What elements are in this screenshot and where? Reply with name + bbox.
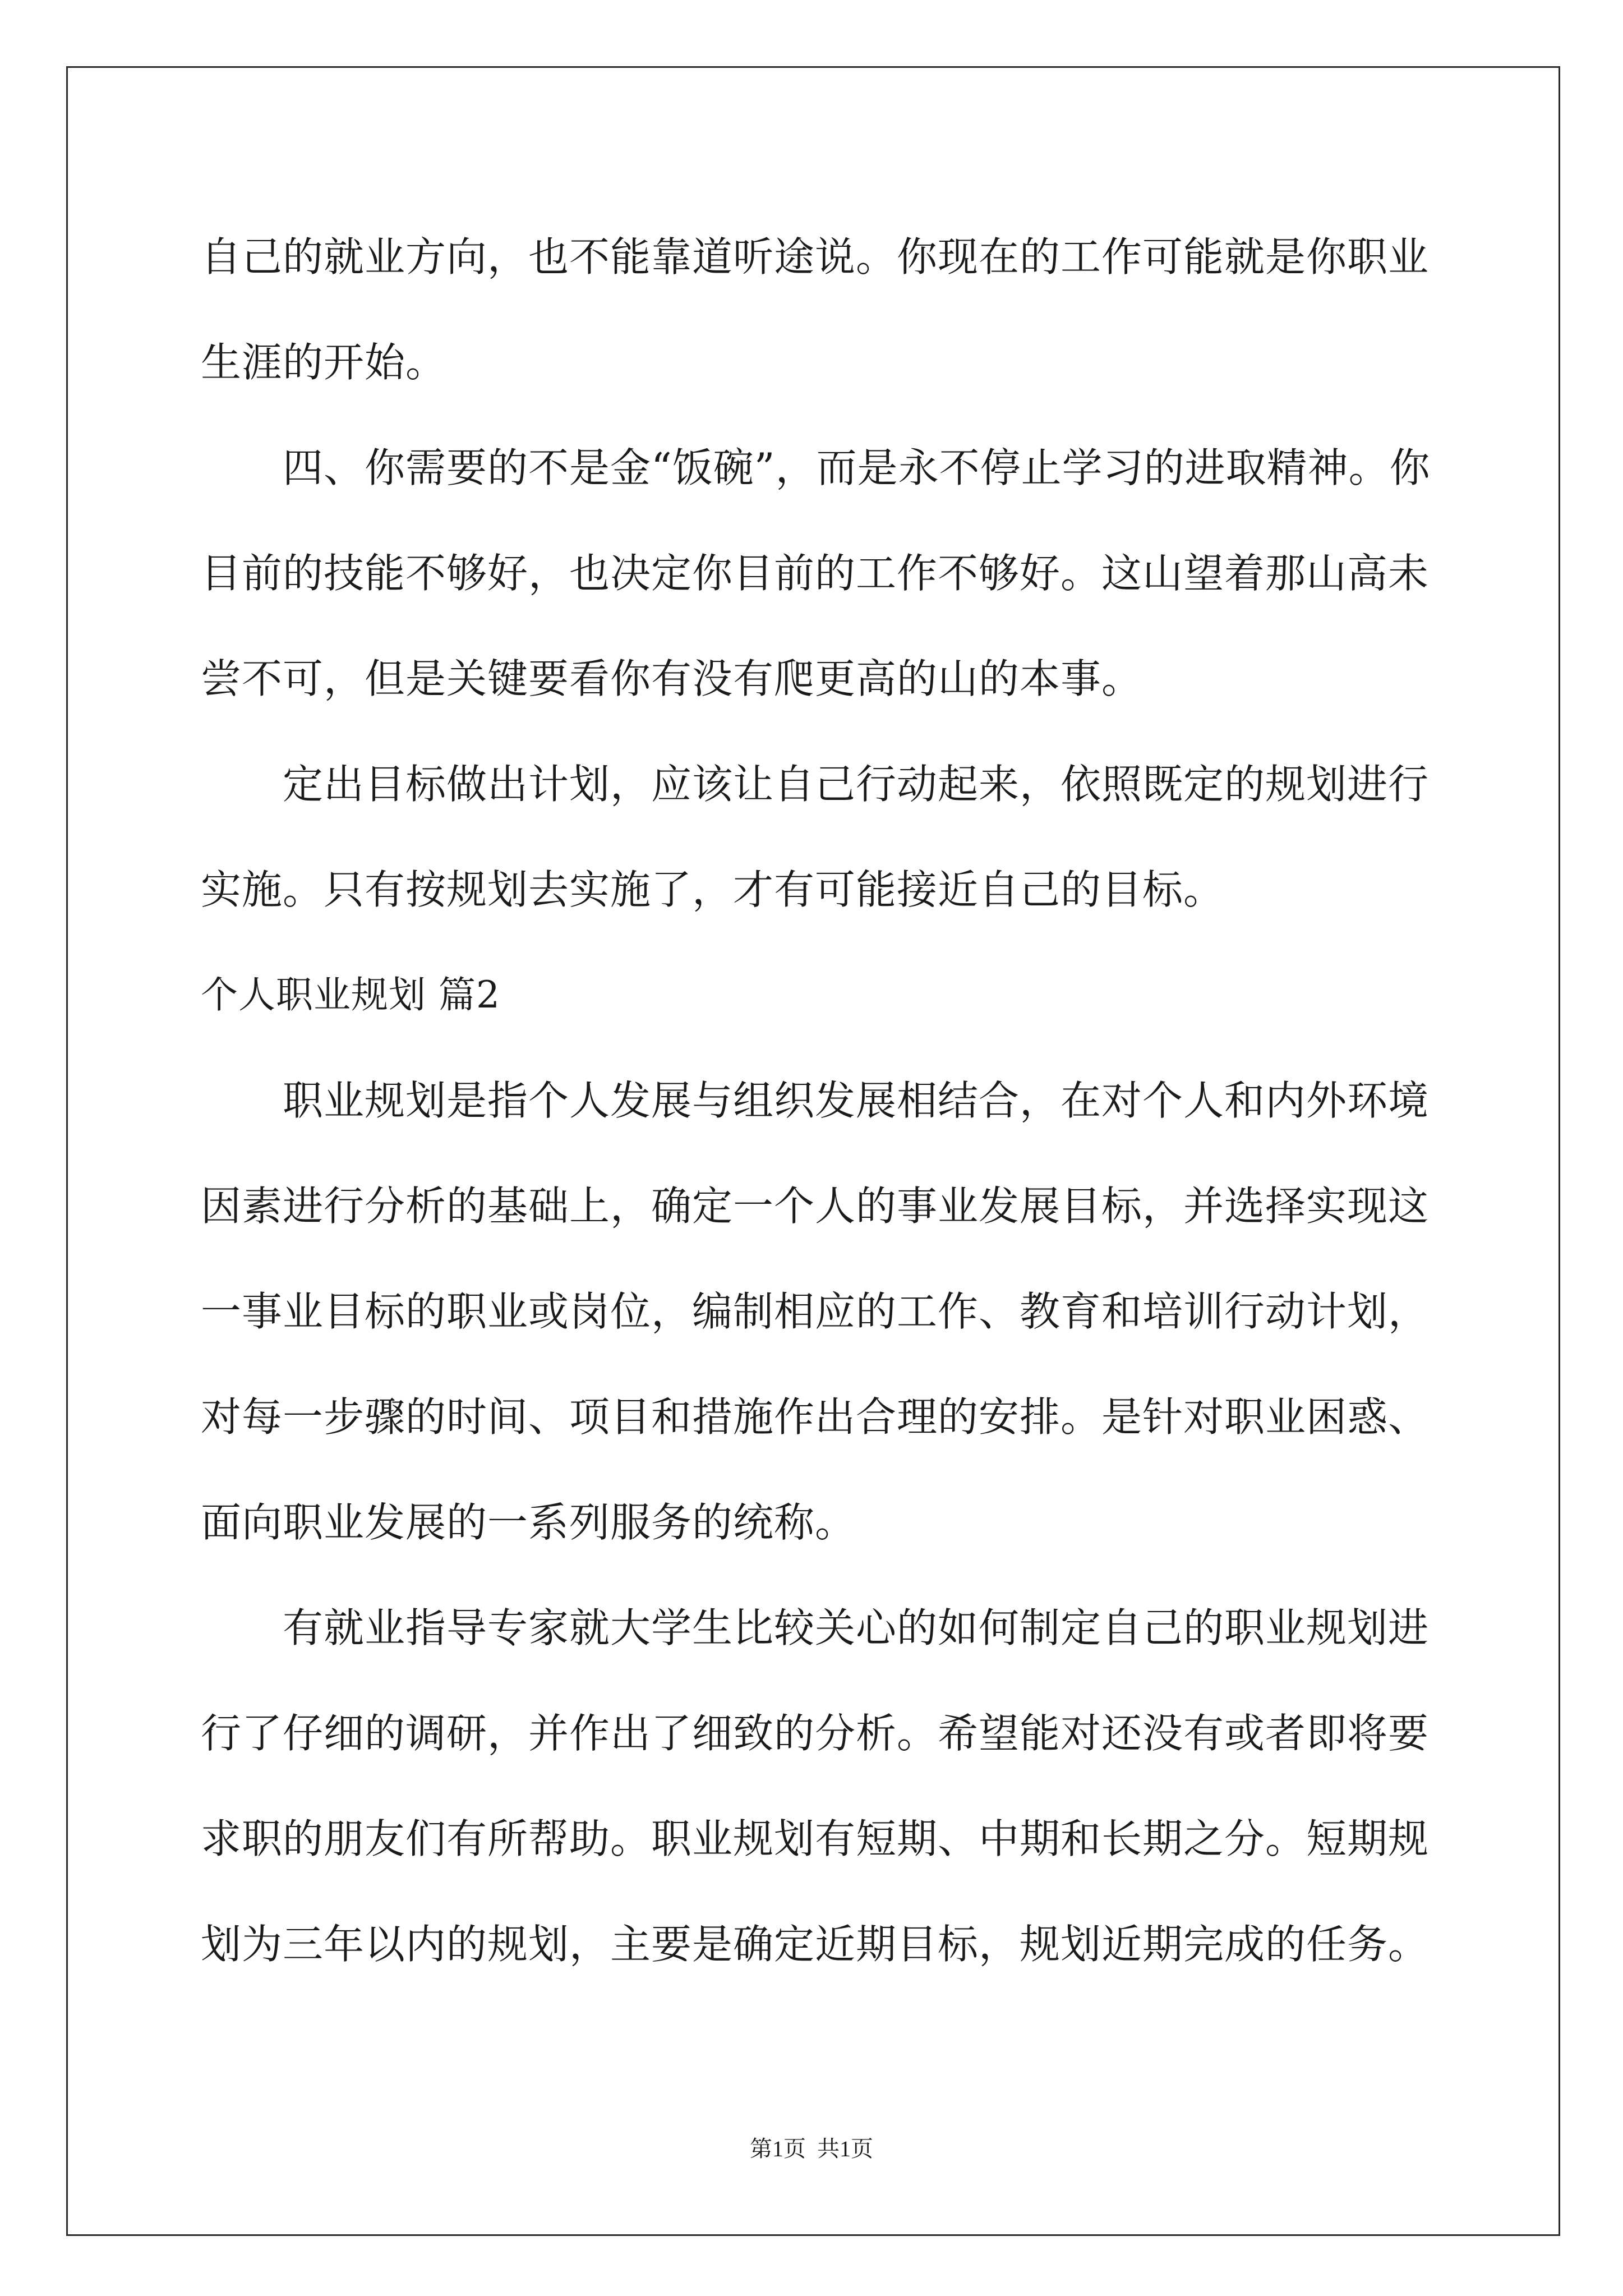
text-line: 实施。只有按规划去实施了，才有可能接近自己的目标。 (201, 866, 1225, 913)
section-continued (201, 204, 1440, 942)
text-line: 四、你需要的不是金“饭碗”，而是永不停止学习的进取精神。你 (283, 444, 1431, 491)
text-line: 求职的朋友们有所帮助。职业规划有短期、中期和长期之分。短期规 (201, 1815, 1430, 1862)
paragraph (201, 204, 1440, 415)
text-line: 因素进行分析的基础上，确定一个人的事业发展目标，并选择实现这 (201, 1182, 1430, 1230)
paragraph (201, 1575, 1440, 1997)
section-career-plan-2 (201, 942, 1440, 1997)
paragraph (201, 1048, 1440, 1575)
text-line: 目前的技能不够好，也决定你目前的工作不够好。这山望着那山高未 (201, 550, 1430, 597)
text-line: 对每一步骤的时间、项目和措施作出合理的安排。是针对职业困惑、 (201, 1393, 1430, 1441)
text-line: 面向职业发展的一系列服务的统称。 (201, 1499, 856, 1546)
text-line: 生涯的开始。 (201, 339, 447, 386)
document-body (201, 204, 1440, 1997)
paragraph (201, 415, 1440, 731)
text-line: 一事业目标的职业或岗位，编制相应的工作、教育和培训行动计划， (201, 1288, 1430, 1335)
text-line: 尝不可，但是关键要看你有没有爬更高的山的本事。 (201, 655, 1143, 702)
paragraph (201, 731, 1440, 942)
page-footer: 第1页 共1页 (750, 2136, 873, 2161)
text-line: 职业规划是指个人发展与组织发展相结合，在对个人和内外环境 (283, 1077, 1430, 1124)
text-line: 定出目标做出计划，应该让自己行动起来，依照既定的规划进行 (283, 761, 1430, 808)
text-line: 自己的就业方向，也不能靠道听途说。你现在的工作可能就是你职业 (201, 233, 1430, 280)
text-line: 划为三年以内的规划，主要是确定近期目标，规划近期完成的任务。 (201, 1921, 1430, 1968)
text-line: 有就业指导专家就大学生比较关心的如何制定自己的职业规划进 (283, 1604, 1430, 1651)
section-heading: 个人职业规划 篇2 (201, 973, 500, 1016)
text-line: 行了仔细的调研，并作出了细致的分析。希望能对还没有或者即将要 (201, 1710, 1430, 1757)
